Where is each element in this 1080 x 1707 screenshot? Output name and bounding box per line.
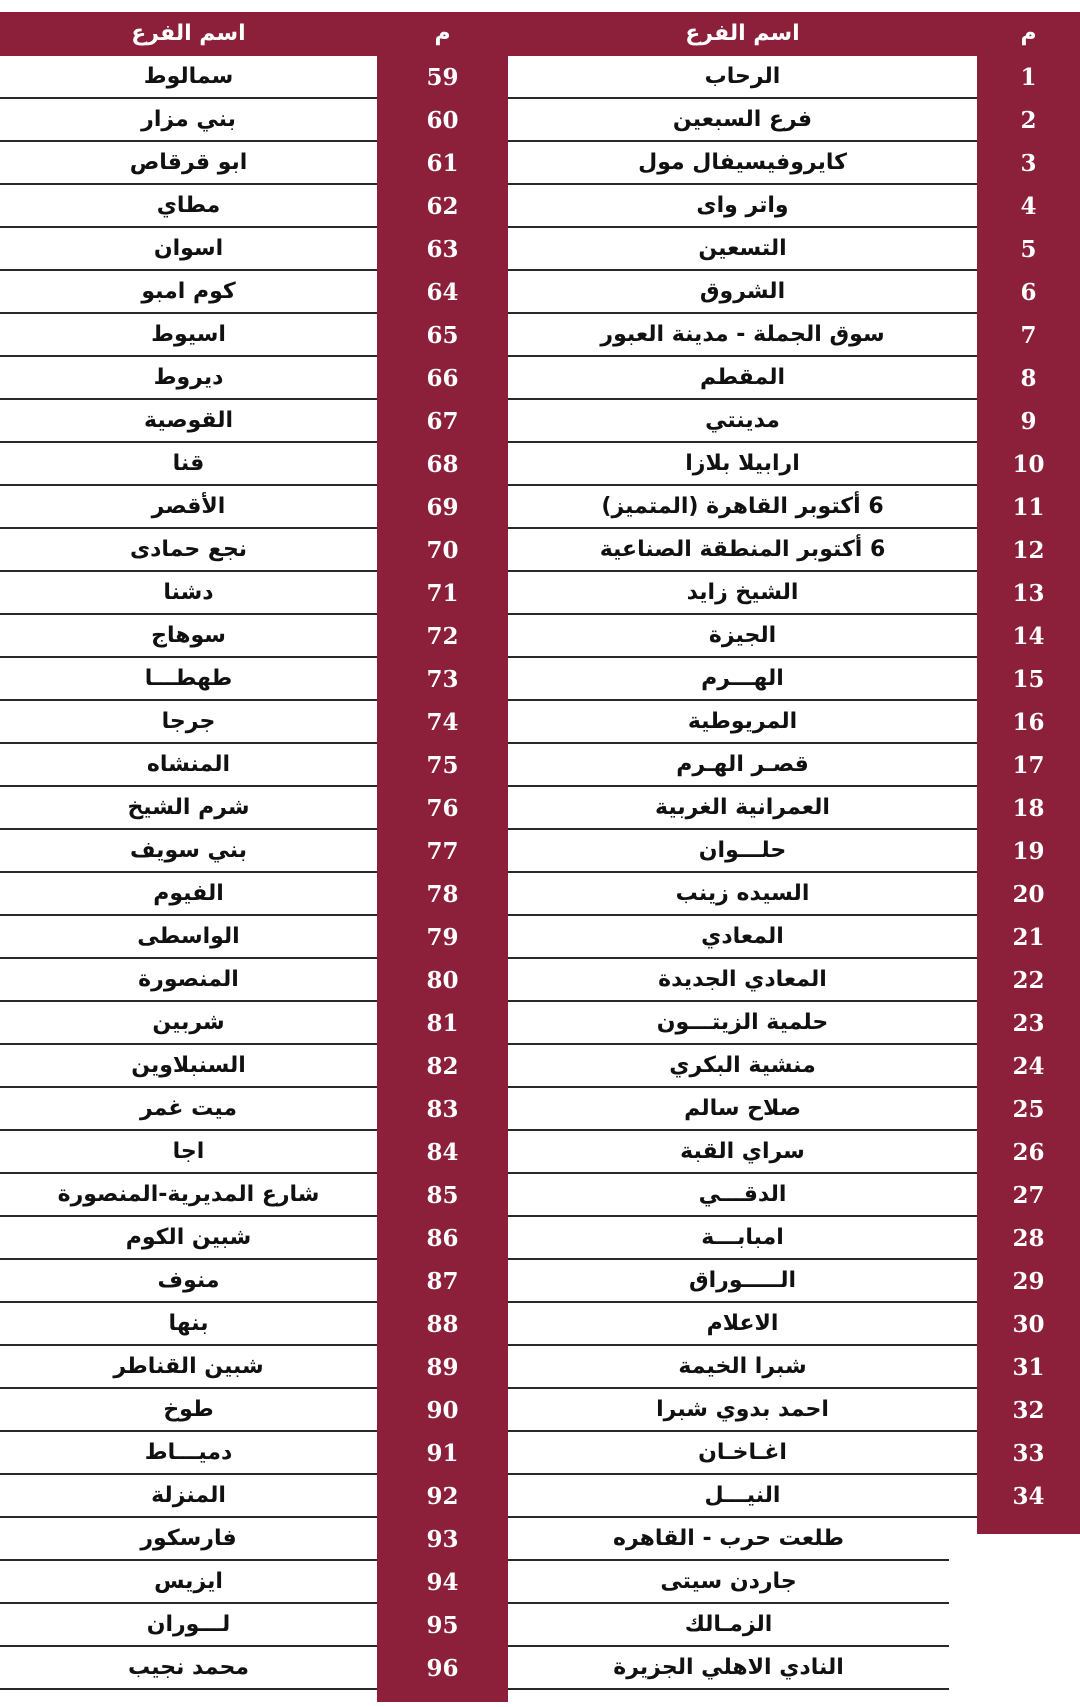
left-row-branch-name: المنزلة [0,1475,377,1518]
right-row-number: 30 [1012,1311,1045,1338]
left-row-number: 59 [426,64,459,91]
left-row-branch-name: ابو قرقاص [0,142,377,185]
right-row-branch-name: سوق الجملة - مدينة العبور [508,314,977,357]
right-row-number: 3 [1020,150,1037,177]
left-row-branch-name: اجا [0,1131,377,1174]
right-name-header: اسم الفرع [685,21,800,46]
right-row-branch-name: مدينتي [508,400,977,443]
left-row-branch-name: ديروط [0,357,377,400]
right-row-branch-name: قصـر الهـرم [508,744,977,787]
right-row-number [977,1604,1080,1647]
left-row-number: 93 [426,1526,459,1553]
right-row-branch-name: الدقـــي [508,1174,977,1217]
left-row-number: 96 [426,1655,459,1682]
right-row-number: 16 [1012,709,1045,736]
right-row-branch-name: طلعت حرب - القاهره [508,1518,949,1561]
left-row-number: 91 [426,1440,459,1467]
right-row-branch-name: ارابيلا بلازا [508,443,977,486]
left-row-number: 75 [426,752,459,779]
right-row-number: 13 [1012,580,1045,607]
left-row-branch-name: دشنا [0,572,377,615]
left-row-number: 63 [426,236,459,263]
left-row-branch-name: منوف [0,1260,377,1303]
left-row-branch-name: اسوان [0,228,377,271]
left-row-number: 90 [426,1397,459,1424]
right-row-branch-name: جاردن سيتى [508,1561,949,1604]
left-row-number: 88 [426,1311,459,1338]
left-row-number: 85 [426,1182,459,1209]
right-row-number: 17 [1012,752,1045,779]
left-row-branch-name: شربين [0,1002,377,1045]
left-row-number: 94 [426,1569,459,1596]
right-row-branch-name: صلاح سالم [508,1088,977,1131]
left-row-branch-name: شبين الكوم [0,1217,377,1260]
right-row-number: 34 [1012,1483,1045,1510]
right-row-number: 11 [1012,494,1045,521]
right-row-number: 26 [1012,1139,1045,1166]
right-row-number: 33 [1012,1440,1045,1467]
right-row-number: 18 [1012,795,1045,822]
left-row-branch-name: شرم الشيخ [0,787,377,830]
left-row-number: 87 [426,1268,459,1295]
right-row-number: 19 [1012,838,1045,865]
right-number-header: م [1020,21,1037,46]
right-row-branch-name: المريوطية [508,701,977,744]
right-row-number [977,1561,1080,1604]
left-row-number: 73 [426,666,459,693]
left-row-number: 81 [426,1010,459,1037]
right-row-branch-name: اغـاخـان [508,1432,977,1475]
left-row-number: 74 [426,709,459,736]
right-row-number: 10 [1012,451,1045,478]
left-row-branch-name: الأقصر [0,486,377,529]
right-row-branch-name: الشيخ زايد [508,572,977,615]
right-row-branch-name: حلـــوان [508,830,977,873]
right-row-branch-name: منشية البكري [508,1045,977,1088]
left-row-branch-name: بنها [0,1303,377,1346]
right-row-number: 9 [1020,408,1037,435]
left-row-number: 86 [426,1225,459,1252]
left-row-branch-name: جرجا [0,701,377,744]
left-row-number: 65 [426,322,459,349]
right-row-number: 20 [1012,881,1045,908]
right-row-number: 31 [1012,1354,1045,1381]
right-row-branch-name: العمرانية الغربية [508,787,977,830]
left-row-number: 79 [426,924,459,951]
right-row-branch-name: الـــــوراق [508,1260,977,1303]
left-row-branch-name: سمالوط [0,56,377,99]
left-row-number: 89 [426,1354,459,1381]
left-row-branch-name: دميـــاط [0,1432,377,1475]
right-row-branch-name: سراي القبة [508,1131,977,1174]
right-row-number: 28 [1012,1225,1045,1252]
right-row-branch-name: الهـــرم [508,658,977,701]
right-row-number [977,1518,1080,1561]
right-row-number: 29 [1012,1268,1045,1295]
left-row-branch-name: كوم امبو [0,271,377,314]
right-row-number: 24 [1012,1053,1045,1080]
right-row-number [977,1647,1080,1690]
left-row-branch-name: الواسطى [0,916,377,959]
left-row-number: 60 [426,107,459,134]
left-row-branch-name: اسيوط [0,314,377,357]
right-row-branch-name: الاعلام [508,1303,977,1346]
right-row-branch-name: فرع السبعين [508,99,977,142]
left-row-number: 69 [426,494,459,521]
right-row-number: 5 [1020,236,1037,263]
left-row-number: 84 [426,1139,459,1166]
left-row-number: 71 [426,580,459,607]
left-row-branch-name: المنشاه [0,744,377,787]
left-row-number: 61 [426,150,459,177]
right-row-number: 27 [1012,1182,1045,1209]
right-row-branch-name: النادي الاهلي الجزيرة [508,1647,949,1690]
right-row-branch-name: الرحاب [508,56,977,99]
right-row-branch-name: 6 أكتوبر القاهرة (المتميز) [508,486,977,529]
right-row-branch-name: المعادي الجديدة [508,959,977,1002]
right-row-number: 4 [1020,193,1037,220]
left-row-branch-name: شارع المديرية-المنصورة [0,1174,377,1217]
left-row-branch-name: طهطـــا [0,658,377,701]
right-row-branch-name: امبابـــة [508,1217,977,1260]
right-row-branch-name: كايروفيسيفال مول [508,142,977,185]
left-row-branch-name: سوهاج [0,615,377,658]
left-row-branch-name: السنبلاوين [0,1045,377,1088]
left-row-number: 76 [426,795,459,822]
right-row-branch-name: حلمية الزيتـــون [508,1002,977,1045]
left-row-number: 68 [426,451,459,478]
left-row-number: 95 [426,1612,459,1639]
right-row-number: 21 [1012,924,1045,951]
right-row-number: 12 [1012,537,1045,564]
right-row-branch-name: 6 أكتوبر المنطقة الصناعية [508,529,977,572]
right-row-number: 25 [1012,1096,1045,1123]
right-row-number: 14 [1012,623,1045,650]
right-row-branch-name: احمد بدوي شبرا [508,1389,977,1432]
right-row-branch-name: الشروق [508,271,977,314]
right-row-branch-name: شبرا الخيمة [508,1346,977,1389]
left-row-number: 67 [426,408,459,435]
left-row-branch-name: فارسكور [0,1518,377,1561]
right-row-number: 15 [1012,666,1045,693]
right-row-branch-name: الزمـالك [508,1604,949,1647]
right-row-number: 7 [1020,322,1037,349]
right-row-number: 6 [1020,279,1037,306]
left-row-number: 83 [426,1096,459,1123]
left-row-branch-name: نجع حمادى [0,529,377,572]
left-row-branch-name: محمد نجيب [0,1647,377,1690]
left-row-branch-name: المنصورة [0,959,377,1002]
left-row-branch-name: شبين القناطر [0,1346,377,1389]
left-row-number: 66 [426,365,459,392]
left-number-header: م [434,21,451,46]
left-row-branch-name: مطاي [0,185,377,228]
right-row-number: 23 [1012,1010,1045,1037]
right-row-number: 1 [1020,64,1037,91]
right-row-number: 2 [1020,107,1037,134]
left-name-header: اسم الفرع [131,21,246,46]
left-row-number: 78 [426,881,459,908]
right-row-number: 8 [1020,365,1037,392]
left-row-number: 70 [426,537,459,564]
left-row-number: 92 [426,1483,459,1510]
left-row-branch-name: لـــوران [0,1604,377,1647]
right-row-branch-name: التسعين [508,228,977,271]
left-row-number: 82 [426,1053,459,1080]
left-row-number: 62 [426,193,459,220]
left-row-branch-name: ايزيس [0,1561,377,1604]
right-row-number: 32 [1012,1397,1045,1424]
left-row-branch-name: بني مزار [0,99,377,142]
left-row-branch-name: قنا [0,443,377,486]
right-row-branch-name: الجيزة [508,615,977,658]
left-row-number: 77 [426,838,459,865]
right-row-branch-name: السيده زينب [508,873,977,916]
right-row-branch-name: النيـــل [508,1475,977,1518]
right-row-branch-name: المعادي [508,916,977,959]
right-row-branch-name: واتر واى [508,185,977,228]
left-row-branch-name: ميت غمر [0,1088,377,1131]
left-row-branch-name: طوخ [0,1389,377,1432]
left-row-branch-name: بني سويف [0,830,377,873]
left-row-branch-name: الفيوم [0,873,377,916]
right-row-number: 22 [1012,967,1045,994]
left-row-number: 80 [426,967,459,994]
left-row-branch-name: القوصية [0,400,377,443]
left-row-number: 72 [426,623,459,650]
left-row-number: 64 [426,279,459,306]
right-row-branch-name: المقطم [508,357,977,400]
